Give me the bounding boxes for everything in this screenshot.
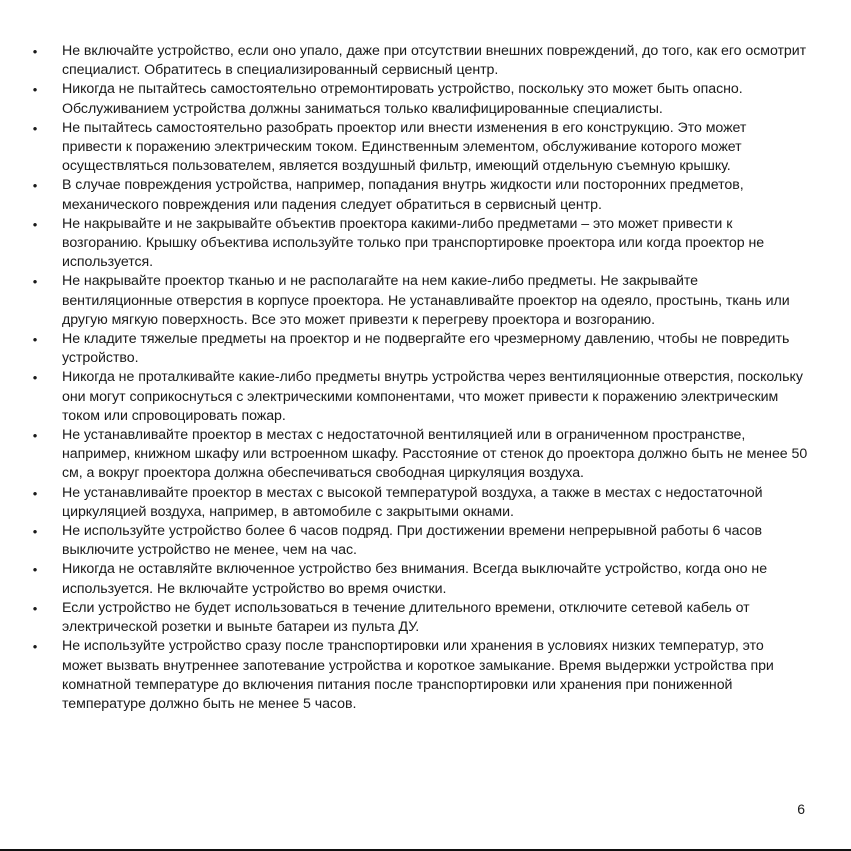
list-item [30, 272, 808, 330]
bullet-icon: • [32, 524, 38, 540]
list-item-text: Не используйте устройство более 6 часов подряд. При достижении времени непрерывной работы 6 часов выключите устройство не менее, чем на час. [62, 523, 762, 559]
bullet-icon: • [32, 485, 38, 501]
bullet-icon: • [32, 428, 38, 444]
list-item [30, 522, 808, 560]
list-item [30, 215, 808, 273]
list-item [30, 176, 808, 214]
list-item-text: Не устанавливайте проектор в местах с недостаточной вентиляцией или в ограниченном пространстве, например, книжном шкафу или встроенном шкафу. Расстояние от стенок до проектора должно быть не менее 50 см, а вокруг проектора должна обеспечиваться свободная циркуляция воздуха. [62, 427, 808, 482]
list-item-text: Не кладите тяжелые предметы на проектор и не подвергайте его чрезмерному давлению, чтобы не повредить устройство. [62, 331, 790, 367]
bullet-icon: • [32, 562, 38, 578]
bullet-icon: • [32, 370, 38, 386]
list-item [30, 560, 808, 598]
list-item [30, 80, 808, 118]
list-item [30, 368, 808, 426]
list-item-text: Не используйте устройство сразу после транспортировки или хранения в условиях низких температур, это может вызвать внутреннее запотевание устройства и короткое замыкание. Время выдержки устройства при комнатной температуре до включения питания после транспортировки или хранения при пониженной температуре должно быть не менее 5 часов. [62, 638, 774, 712]
list-item-text: Не накрывайте и не закрывайте объектив проектора какими-либо предметами – это может привести к возгоранию. Крышку объектива используйте только при транспортировке проектора или когда проектор не используется. [62, 215, 765, 271]
list-item-text: Не включайте устройство, если оно упало, даже при отсутствии внешних повреждений, до того, как его осмотрит специалист. Обратитесь в специализированный сервисный центр. [62, 43, 807, 79]
bullet-icon: • [32, 216, 38, 232]
bullet-icon: • [32, 120, 38, 136]
bullet-icon: • [32, 600, 38, 616]
list-item [30, 599, 808, 637]
list-item [30, 119, 808, 177]
list-item-text: Не устанавливайте проектор в местах с высокой температурой воздуха, а также в местах с недостаточной циркуляцией воздуха, например, в автомобиле с закрытыми окнами. [62, 484, 763, 520]
safety-instructions-list [30, 42, 808, 714]
bullet-icon: • [32, 639, 38, 655]
bullet-icon: • [32, 178, 38, 194]
bullet-icon: • [32, 332, 38, 348]
list-item-text: Не пытайтесь самостоятельно разобрать проектор или внести изменения в его конструкцию. Это может привести к поражению электрическим током. Единственным элементом, обслуживание которого может осуществляться пользователем, является воздушный фильтр, имеющий отдельную съемную крышку. [62, 119, 747, 175]
bullet-icon: • [32, 44, 38, 59]
list-item-text: Если устройство не будет использоваться в течение длительного времени, отключите сетевой кабель от электрической розетки и выньте батареи из пульта ДУ. [62, 599, 750, 636]
bullet-icon: • [32, 82, 38, 98]
list-item [30, 330, 808, 368]
list-item [30, 484, 808, 522]
list-item-text: Никогда не пытайтесь самостоятельно отремонтировать устройство, поскольку это может быть опасно. Обслуживанием устройства должны заниматься только квалифицированные специалисты. [62, 81, 743, 117]
list-item-text: Никогда не проталкивайте какие-либо предметы внутрь устройства через вентиляционные отверстия, поскольку они могут соприкоснуться с электрическими компонентами, что может привести к поражению электрическим током или спровоцировать пожар. [62, 369, 803, 424]
list-item-text: В случае повреждения устройства, например, попадания внутрь жидкости или посторонних предметов, механического повреждения или падения следует обратиться в сервисный центр. [62, 177, 744, 213]
list-item [30, 637, 808, 714]
bullet-icon: • [32, 274, 38, 290]
list-item-text: Никогда не оставляйте включенное устройство без внимания. Всегда выключайте устройство, когда оно не используется. Не включайте устройство во время очистки. [62, 561, 768, 597]
page-number: 6 [797, 801, 805, 817]
list-item-text: Не накрывайте проектор тканью и не располагайте на нем какие-либо предметы. Не закрывайте вентиляционные отверстия в корпусе проектора. Не устанавливайте проектор на одеяло, простынь, ткань или другую мягкую поверхность. Все это может привезти к перегреву проектора и возгоранию. [62, 273, 790, 328]
list-item [30, 42, 808, 80]
list-item [30, 426, 808, 484]
